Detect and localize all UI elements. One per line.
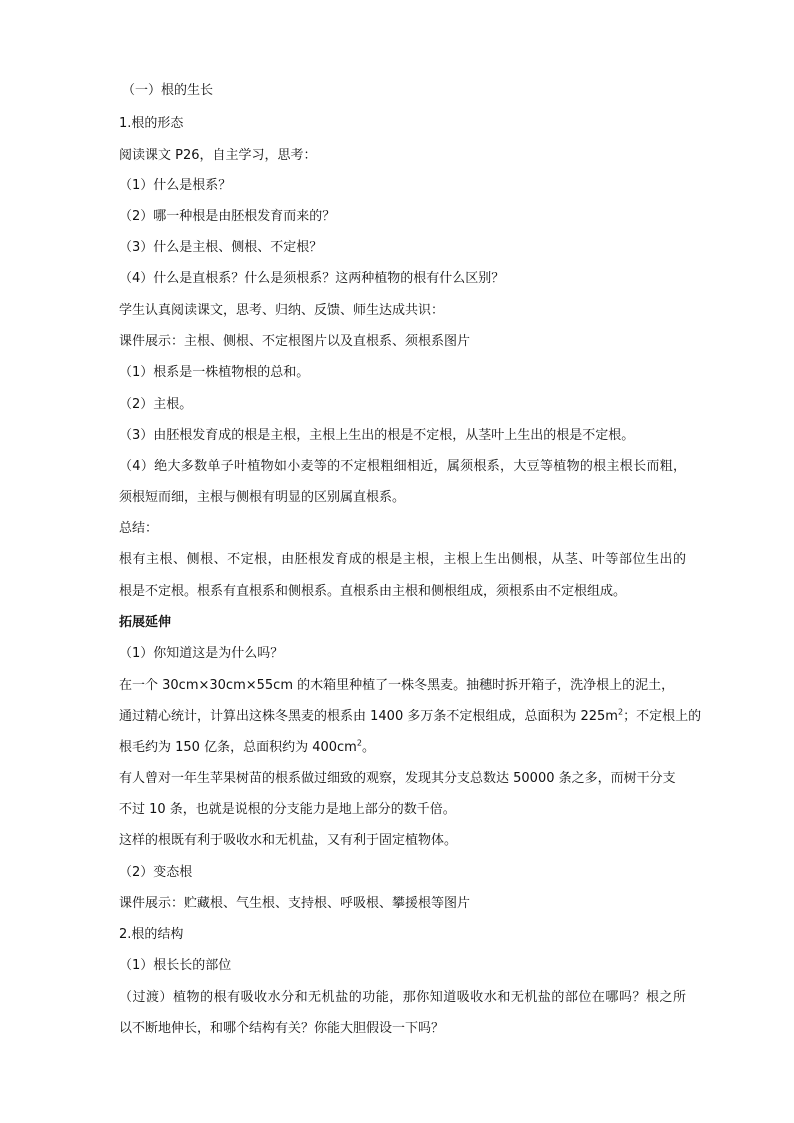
question-4: （4）什么是直根系？什么是须根系？这两种植物的根有什么区别？ — [119, 271, 505, 286]
answer-2: （2）主根。 — [119, 397, 193, 412]
summary-line-2: 根是不定根。根系有直根系和侧根系。直根系由主根和侧根组成，须根系由不定根组成。 — [119, 584, 627, 599]
subheading-root-morphology: 1.根的形态 — [119, 116, 184, 131]
transition-line-2: 以不断地伸长，和哪个结构有关？你能大胆假设一下吗？ — [119, 1021, 445, 1036]
extension-paragraph-2-line-2: 不过 10 条，也就是说根的分支能力是地上部分的数千倍。 — [119, 802, 456, 817]
answer-4-line-1: （4）绝大多数单子叶植物如小麦等的不定根粗细相近，属须根系，大豆等植物的根主根长而粗， — [119, 459, 686, 474]
transition-line-1: （过渡）植物的根有吸收水分和无机盐的功能，那你知道吸收水和无机盐的部位在哪吗？根之所 — [119, 990, 686, 1005]
extension-paragraph-2-line-1: 有人曾对一年生苹果树苗的根系做过细致的观察，发现其分支总数达 50000 条之多，而树干分支 — [119, 771, 676, 786]
extension-paragraph-1-line-1-text: 在一个 30cm×30cm×55cm 的木箱里种植了一株冬黑麦。抽穗时拆开箱子，洗净根上的泥土， — [119, 678, 675, 693]
subheading-root-structure: 2.根的结构 — [119, 927, 184, 942]
e-p1-l2-pre: 通过精心统计，计算出这株冬黑麦的根系由 1400 多万条不定根组成，总面积为 225m — [119, 709, 618, 724]
extension-question-2: （2）变态根 — [119, 865, 193, 880]
question-3: （3）什么是主根、侧根、不定根？ — [119, 240, 323, 255]
extension-question-1: （1）你知道这是为什么吗？ — [119, 646, 284, 661]
reading-prompt: 阅读课文 P26，自主学习，思考： — [119, 148, 317, 163]
extension-paragraph-1-line-2 — [119, 708, 701, 726]
extension-paragraph-1-line-1 — [119, 677, 686, 695]
e-p1-l3-post: 。 — [361, 740, 375, 755]
answer-3: （3）由胚根发育成的根是主根，主根上生出的根是不定根，从茎叶上生出的根是不定根。 — [119, 428, 635, 443]
e-p1-l2-sup: 2 — [617, 707, 624, 717]
section-title: （一）根的生长 — [122, 83, 214, 98]
extension-paragraph-3: 这样的根既有利于吸收水和无机盐，又有利于固定植物体。 — [119, 833, 458, 848]
extension-paragraph-1-line-3 — [119, 739, 375, 757]
structure-item-1: （1）根长长的部位 — [119, 958, 232, 973]
extension-heading: 拓展延伸 — [119, 615, 172, 630]
question-2: （2）哪一种根是由胚根发育而来的？ — [119, 209, 336, 224]
answer-1: （1）根系是一株植物根的总和。 — [119, 365, 310, 380]
courseware-display-1: 课件展示：主根、侧根、不定根图片以及直根系、须根系图片 — [119, 334, 471, 349]
summary-label: 总结： — [119, 521, 159, 536]
answer-4-line-2: 须根短而细，主根与侧根有明显的区别属直根系。 — [119, 490, 406, 505]
e-p1-l3-pre: 根毛约为 150 亿条，总面积约为 400cm — [119, 740, 357, 755]
summary-line-1: 根有主根、侧根、不定根，由胚根发育成的根是主根，主根上生出侧根，从茎、叶等部位生出的 — [119, 552, 686, 567]
courseware-display-2: 课件展示：贮藏根、气生根、支持根、呼吸根、攀援根等图片 — [119, 896, 471, 911]
e-p1-l3-sup: 2 — [356, 738, 362, 748]
e-p1-l2-post: ；不定根上的 — [623, 709, 702, 724]
question-1: （1）什么是根系？ — [119, 178, 232, 193]
student-activity: 学生认真阅读课文，思考、归纳、反馈、师生达成共识： — [119, 303, 445, 318]
